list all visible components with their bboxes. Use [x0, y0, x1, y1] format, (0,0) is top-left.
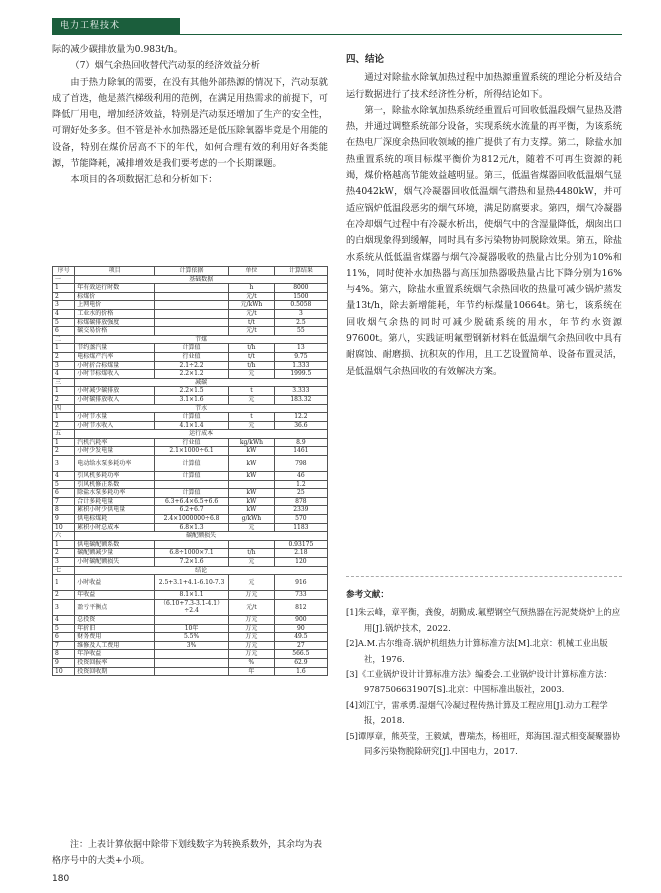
table-cell: 62.9 — [274, 658, 327, 667]
table-cell: 8 — [53, 650, 75, 659]
table-row — [53, 641, 328, 650]
col-header: 计算结果 — [274, 267, 327, 276]
table-cell: 小时节标煤收入 — [75, 370, 155, 379]
table-cell: 9 — [53, 658, 75, 667]
table-cell: 1461 — [274, 447, 327, 456]
references-divider — [346, 576, 622, 577]
table-cell: 55 — [274, 327, 327, 336]
table-row — [53, 575, 328, 591]
table-cell: 10 — [53, 523, 75, 532]
table-row — [53, 549, 328, 558]
subsection-7-title: （7）烟气余热回收替代汽动泵的经济效益分析 — [70, 60, 260, 72]
table-row — [53, 327, 328, 336]
table-cell: 733 — [274, 591, 327, 600]
table-cell: 节煤 — [75, 335, 328, 344]
table-cell: 570 — [274, 515, 327, 524]
table-row — [53, 633, 328, 642]
references — [346, 588, 622, 759]
table-row — [53, 318, 328, 327]
table-cell: 上网电价 — [75, 301, 155, 310]
right-paragraph-2: 第一，除盐水除氧加热系统经重置后可回收低温段烟气显热及潜热，并通过调整系统部分设备，实现系统水流量的再平衡，为该系统在热电厂深度余热回收领域的推广提供了有力支撑。第二，除盐水加热重置系统的项目标煤平衡价为812元/t，随着不可再生资源的耗竭，煤价格越高节能效益越明显。第三，低温省煤器回收低温烟气显热4042kW，烟气冷凝器回收低温烟气潜热和显热4480kW，并可适应锅炉低温段恶劣的烟气环境，满足防腐要求。第四，烟气冷凝器在冷却烟气过程中有冷凝水析出，使烟气中的含湿量降低，烟囱出口的白烟现象得到缓解，同时具有多污染物协同脱除效果。第五，除盐水系统从低低温省煤器与烟气冷凝器吸收的热量占比分别为10%和11%，同时使补水加热器与高压加热器吸热量占比下降分别为16%与4%。第六，除盐水重置系统烟气余热回收的热量可减少锅炉蒸发量13t/h，除去新增能耗，年节约标煤量10664t。第七，该系统在回收烟气余热的同时可减少脱硫系统的用水，年节约水资源97600t。第八，实践证明氟塑钢新材料在低温烟气余热回收中具有耐腐蚀、耐磨损、抗积灰的作用，且工艺设置简单、设备布置灵活，是低温烟气余热回收的有效解决方案。 — [346, 104, 622, 377]
table-section-row — [53, 532, 328, 541]
table-row — [53, 558, 328, 567]
table-row — [53, 370, 328, 379]
table-cell: 小时节水收入 — [75, 421, 155, 430]
table-cell: 小时减少碳排放 — [75, 387, 155, 396]
table-cell: 元 — [229, 523, 275, 532]
table-cell: 812 — [274, 599, 327, 615]
left-column — [52, 42, 328, 189]
table-cell: 供电碳配额系数 — [75, 540, 155, 549]
table-cell: 元/t — [229, 309, 275, 318]
table-cell: 2.2×1.2 — [155, 370, 229, 379]
table-cell: 计算值 — [155, 344, 229, 353]
table-cell: 总投资 — [75, 615, 155, 624]
table-row — [53, 489, 328, 498]
table-cell: 2.18 — [274, 549, 327, 558]
table-cell: g/kWh — [229, 515, 275, 524]
left-paragraph-1: 由于热力除氧的需要，在没有其他外部热源的情况下，汽动泵就成了首选，他是蒸汽梯级利用的范例，在满足用热需求的前提下，可降低厂用电，增加经济效益，特别是汽动泵还增加了生产的安全性，可谓好处多多。但不管是补水加热器还是低压除氧器毕竟是个用能的设备，特别在煤价居高不下的年代，如何合理有效的利用好各类能源，节能降耗，减排增效是我们要考虑的一个长期课题。 — [52, 76, 328, 170]
table-cell: 5 — [53, 480, 75, 489]
table-cell: 碳交易价格 — [75, 327, 155, 336]
table-cell: 元 — [229, 395, 275, 404]
table-cell: 1500 — [274, 292, 327, 301]
table-cell: （6.10+7.3-3.1-4.1）÷2.4 — [155, 599, 229, 615]
table-cell: 1 — [53, 413, 75, 422]
table-cell: kg/kWh — [229, 438, 275, 447]
table-cell — [155, 480, 229, 489]
table-cell: 25 — [274, 489, 327, 498]
table-cell: 49.5 — [274, 633, 327, 642]
right-column — [346, 52, 622, 380]
table-cell: 12.2 — [274, 413, 327, 422]
table-cell: 3 — [274, 309, 327, 318]
table-cell — [155, 667, 229, 676]
table-row — [53, 658, 328, 667]
table-cell: 2 — [53, 549, 75, 558]
table-cell: 5 — [53, 318, 75, 327]
reference-item: [3]《工业锅炉设计计算标准方法》编委会.工业锅炉设计计算标准方法：9787506631907[S].北京：中国标准出版社，2003. — [346, 669, 612, 695]
table-cell: 7 — [53, 641, 75, 650]
table-cell: 投资回收期 — [75, 667, 155, 676]
table-cell: 2.5 — [274, 318, 327, 327]
table-row — [53, 515, 328, 524]
table-cell — [155, 301, 229, 310]
table-cell: 1 — [53, 284, 75, 293]
table-cell: 小时少发电量 — [75, 447, 155, 456]
table-cell: 6 — [53, 327, 75, 336]
table-cell: 2.4×1000000÷6.8 — [155, 515, 229, 524]
table-cell: 小时收益 — [75, 575, 155, 591]
table-cell: t/h — [229, 344, 275, 353]
col-header: 计算依据 — [155, 267, 229, 276]
table-cell — [155, 284, 229, 293]
table-cell: 万元 — [229, 624, 275, 633]
table-cell: 2 — [53, 292, 75, 301]
table-cell: 引风机修正系数 — [75, 480, 155, 489]
table-cell: 2.1÷2.2 — [155, 361, 229, 370]
table-cell: 6.8×1.3 — [155, 523, 229, 532]
table-cell: 电动给水泵多耗功率 — [75, 456, 155, 472]
table-cell: 标煤碳排放强度 — [75, 318, 155, 327]
table-cell: 碳配额减少量 — [75, 549, 155, 558]
table-cell: 投资回报率 — [75, 658, 155, 667]
table-cell: 1183 — [274, 523, 327, 532]
table-row — [53, 472, 328, 481]
table-cell: 5 — [53, 624, 75, 633]
table-cell: 6 — [53, 489, 75, 498]
table-cell: 四 — [53, 404, 75, 413]
table-section-row — [53, 275, 328, 284]
table-cell: 10 — [53, 667, 75, 676]
table-cell: 4 — [53, 472, 75, 481]
table-cell: 3% — [155, 641, 229, 650]
table-cell: 电标煤产汽率 — [75, 352, 155, 361]
table-cell: 元 — [229, 370, 275, 379]
table-cell: 6.3+6.4×6.5+6.6 — [155, 497, 229, 506]
table-cell — [155, 318, 229, 327]
table-cell — [229, 480, 275, 489]
table-cell: 916 — [274, 575, 327, 591]
table-cell: t/t — [229, 352, 275, 361]
table-cell: 6 — [53, 633, 75, 642]
table-cell: 2.2×1.5 — [155, 387, 229, 396]
table-cell: 三 — [53, 378, 75, 387]
table-cell: 万元 — [229, 650, 275, 659]
table-cell: 90 — [274, 624, 327, 633]
table-cell: 合计多耗电量 — [75, 497, 155, 506]
table-section-row — [53, 378, 328, 387]
table-cell: 1 — [53, 438, 75, 447]
table-cell: 累积小时总成本 — [75, 523, 155, 532]
table-cell: 年净收益 — [75, 650, 155, 659]
table-cell: 万元 — [229, 615, 275, 624]
table-cell: 元 — [229, 575, 275, 591]
table-cell: 120 — [274, 558, 327, 567]
table-row — [53, 497, 328, 506]
table-cell: 元 — [229, 421, 275, 430]
table-cell: 3 — [53, 456, 75, 472]
col-header: 单位 — [229, 267, 275, 276]
table-cell: 行业值 — [155, 352, 229, 361]
table-cell: t/h — [229, 361, 275, 370]
table-row — [53, 413, 328, 422]
table-cell: 1.333 — [274, 361, 327, 370]
table-cell: 除盐水泵多耗功率 — [75, 489, 155, 498]
table-body — [53, 275, 328, 676]
table-cell: 元 — [229, 558, 275, 567]
table-cell: 盈亏平衡点 — [75, 599, 155, 615]
table-cell: 3.333 — [274, 387, 327, 396]
table-cell: 年收益 — [75, 591, 155, 600]
table-cell: 13 — [274, 344, 327, 353]
table-cell: t/h — [229, 549, 275, 558]
table-cell: 基础数据 — [75, 275, 328, 284]
table-cell: 二 — [53, 335, 75, 344]
references-title: 参考文献： — [346, 590, 389, 600]
table-cell: 计算值 — [155, 413, 229, 422]
table-cell — [155, 327, 229, 336]
table-cell: 8.1×1.1 — [155, 591, 229, 600]
table-cell: 标煤价 — [75, 292, 155, 301]
table-cell: 2339 — [274, 506, 327, 515]
table-cell: 6.8÷1000×7.1 — [155, 549, 229, 558]
table-cell: 年 — [229, 667, 275, 676]
table-row — [53, 361, 328, 370]
table-row — [53, 447, 328, 456]
table-cell: 3 — [53, 599, 75, 615]
table-cell — [155, 292, 229, 301]
header-divider — [52, 34, 622, 35]
table-cell: 工业水的价格 — [75, 309, 155, 318]
reference-item: [2]A.M.古尔维奇.锅炉机组热力计算标准方法[M].北京：机械工业出版社，1976. — [346, 638, 608, 664]
table-row — [53, 301, 328, 310]
table-cell: 8 — [53, 506, 75, 515]
table-row — [53, 284, 328, 293]
table-cell: 2 — [53, 447, 75, 456]
table-row — [53, 421, 328, 430]
table-row — [53, 309, 328, 318]
table-cell: 1 — [53, 540, 75, 549]
table-cell: 万元 — [229, 633, 275, 642]
table-cell: % — [229, 658, 275, 667]
table-cell: 4 — [53, 309, 75, 318]
reference-item: [4]刘江宁，雷承勇.湿烟气冷凝过程传热计算及工程应用[J].动力工程学报，2018. — [346, 699, 608, 726]
table-cell: 运行成本 — [75, 430, 328, 439]
table-cell: 碳配额损失 — [75, 532, 328, 541]
table-row — [53, 480, 328, 489]
table-row — [53, 615, 328, 624]
table-row — [53, 667, 328, 676]
table-cell: kW — [229, 447, 275, 456]
table-cell: 3 — [53, 301, 75, 310]
table-cell: 7.2×1.6 — [155, 558, 229, 567]
table-cell: 结论 — [75, 566, 328, 575]
table-row — [53, 506, 328, 515]
table-cell: 2 — [53, 421, 75, 430]
table-cell — [155, 540, 229, 549]
table-section-row — [53, 335, 328, 344]
table-cell: 节水 — [75, 404, 328, 413]
table-cell: 0.5058 — [274, 301, 327, 310]
table-cell: 566.5 — [274, 650, 327, 659]
table-cell — [155, 309, 229, 318]
table-row — [53, 591, 328, 600]
table-cell: 3 — [53, 558, 75, 567]
table-cell: 减碳 — [75, 378, 328, 387]
conclusion-title: 四、结论 — [346, 54, 385, 65]
table-cell: 2 — [53, 591, 75, 600]
table-cell: 2.1×1000÷6.1 — [155, 447, 229, 456]
table-cell: 计算值 — [155, 456, 229, 472]
table-cell: t — [229, 413, 275, 422]
table-cell: kW — [229, 472, 275, 481]
table-cell: 计算值 — [155, 489, 229, 498]
page-number: 180 — [52, 874, 70, 884]
table-cell: 引风机多耗功率 — [75, 472, 155, 481]
table-cell: 4.1×1.4 — [155, 421, 229, 430]
table-cell: 一 — [53, 275, 75, 284]
table-cell: 0.93175 — [274, 540, 327, 549]
table-section-row — [53, 404, 328, 413]
table-cell: 供电标煤耗 — [75, 515, 155, 524]
table-cell: 2.5+3.1+4.1-6.10-7.3 — [155, 575, 229, 591]
table-cell: 元/t — [229, 599, 275, 615]
table-cell: kW — [229, 506, 275, 515]
table-cell: 五 — [53, 430, 75, 439]
table-cell: 4 — [53, 615, 75, 624]
table-cell: 万元 — [229, 591, 275, 600]
table-cell: t — [229, 387, 275, 396]
table-cell: 27 — [274, 641, 327, 650]
right-paragraph-1: 通过对除盐水除氧加热过程中加热源重置系统的理论分析及结合运行数据进行了技术经济性分析，所得结论如下。 — [346, 72, 622, 100]
table-cell: 万元 — [229, 641, 275, 650]
table-cell: kW — [229, 489, 275, 498]
data-table — [52, 266, 328, 676]
table-row — [53, 456, 328, 472]
table-cell: kW — [229, 497, 275, 506]
col-header: 项目 — [75, 267, 155, 276]
table-row — [53, 599, 328, 615]
table-cell: 1.6 — [274, 667, 327, 676]
table-row — [53, 387, 328, 396]
table-cell: 9.75 — [274, 352, 327, 361]
table-cell: 4 — [53, 370, 75, 379]
table-cell: 1 — [53, 387, 75, 396]
table-cell — [155, 650, 229, 659]
table-cell: 3 — [53, 361, 75, 370]
reference-item: [1]朱云峰，章平衡，龚俊，胡勤成.氟塑钢空气预热器在污泥焚烧炉上的应用[J].锅炉技术，2022. — [346, 607, 621, 633]
table-header-row — [53, 267, 328, 276]
table-cell: t/t — [229, 318, 275, 327]
table-row — [53, 624, 328, 633]
table-cell: 798 — [274, 456, 327, 472]
table-cell: 900 — [274, 615, 327, 624]
table-cell: 2 — [53, 352, 75, 361]
table-cell: 1999.5 — [274, 370, 327, 379]
left-paragraph-0: 际的减少碳排放量为0.983t/h。 — [52, 44, 183, 55]
table-cell — [155, 658, 229, 667]
table-cell: 8.9 — [274, 438, 327, 447]
table-row — [53, 650, 328, 659]
col-header: 序号 — [53, 267, 75, 276]
table-cell: 7 — [53, 497, 75, 506]
table-cell — [155, 615, 229, 624]
table-cell: 年有效运行时数 — [75, 284, 155, 293]
table-cell: 9 — [53, 515, 75, 524]
table-cell: 计算值 — [155, 472, 229, 481]
table-cell: 年折旧 — [75, 624, 155, 633]
table-row — [53, 395, 328, 404]
left-paragraph-2: 本项目的各项数据汇总和分析如下： — [70, 174, 218, 186]
table-cell: 节约蒸汽量 — [75, 344, 155, 353]
table-cell: 行业值 — [155, 438, 229, 447]
table-cell: 36.6 — [274, 421, 327, 430]
table-cell: 元/t — [229, 327, 275, 336]
table-row — [53, 438, 328, 447]
table-cell: 七 — [53, 566, 75, 575]
table-row — [53, 292, 328, 301]
table-cell — [229, 540, 275, 549]
table-cell: 2 — [53, 395, 75, 404]
reference-item: [5]谭厚章，熊英莹，王毅斌，曹瑞杰，杨祖旺，郑海国.湿式相变凝聚器协同多污染物脱除研究[J].中国电力，2017. — [346, 730, 621, 757]
table-cell: 10年 — [155, 624, 229, 633]
table-cell: 1 — [53, 575, 75, 591]
table-cell: 累积小时少供电量 — [75, 506, 155, 515]
table-cell: 小时节水量 — [75, 413, 155, 422]
table-section-row — [53, 566, 328, 575]
table-cell: h — [229, 284, 275, 293]
journal-header: 电力工程技术 — [52, 18, 180, 34]
table-cell: 六 — [53, 532, 75, 541]
table-cell: 183.32 — [274, 395, 327, 404]
table-cell: kW — [229, 456, 275, 472]
table-row — [53, 523, 328, 532]
table-section-row — [53, 430, 328, 439]
table-cell: 元/kWh — [229, 301, 275, 310]
table-cell: 小时碳配额损失 — [75, 558, 155, 567]
table-cell: 小时碳排放收入 — [75, 395, 155, 404]
table-cell: 6.2+6.7 — [155, 506, 229, 515]
table-cell: 元/t — [229, 292, 275, 301]
table-cell: 1 — [53, 344, 75, 353]
table-cell: 46 — [274, 472, 327, 481]
table-row — [53, 540, 328, 549]
table-note: 注：上表计算依据中除带下划线数字为转换系数外，其余均为表格序号中的大类+小项。 — [52, 840, 323, 866]
table-row — [53, 344, 328, 353]
table-cell: 1.2 — [274, 480, 327, 489]
table-cell: 汽机汽耗率 — [75, 438, 155, 447]
table-cell: 5.5% — [155, 633, 229, 642]
table-cell: 8000 — [274, 284, 327, 293]
table-cell: 878 — [274, 497, 327, 506]
table-cell: 3.1×1.6 — [155, 395, 229, 404]
table-cell: 小时折合标煤量 — [75, 361, 155, 370]
table-cell: 维修及人工费用 — [75, 641, 155, 650]
table-cell: 财务费用 — [75, 633, 155, 642]
table-row — [53, 352, 328, 361]
